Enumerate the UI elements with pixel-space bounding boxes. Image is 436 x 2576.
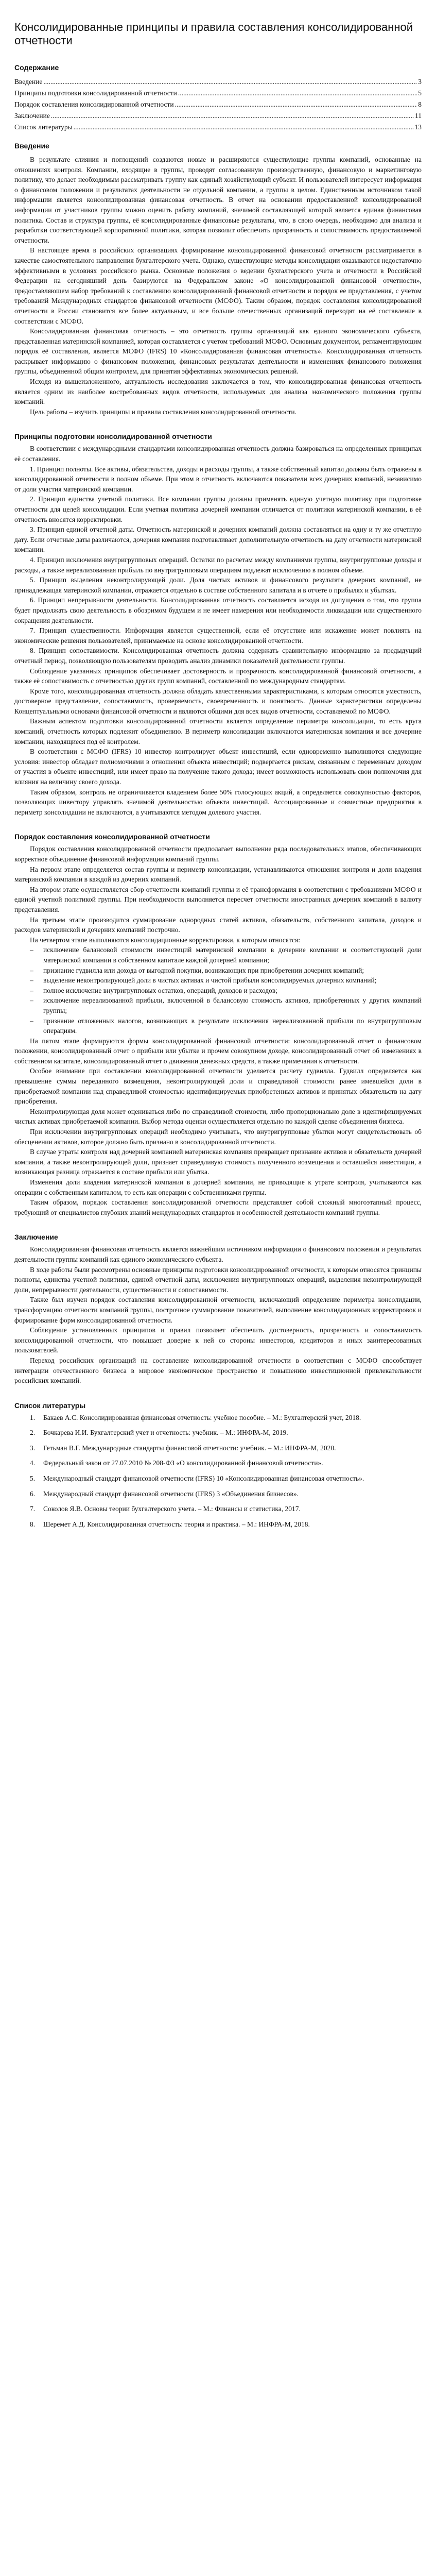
section-heading: Порядок составления консолидированной отчетности: [14, 833, 210, 841]
paragraph: В настоящее время в российских организациях формирование консолидированной финансовой отчетности рассматривается в качестве самостоятельного направления бухгалтерского учета. Однако, существующие методы консолидации оказываются недостаточно эффективными в условиях российского рынка. Основные положения о ведении бухгалтерского учета и отчетности в Российской Федерации на сегодняшний день базируются на Федеральном законе «О консолидированной финансовой отчетности», предоставляющем набор требований к составлению консолидированной финансовой отчетности и порядок ее представления, с учетом требований Международных стандартов финансовой отчетности (МСФО). Таким образом, порядок составления консолидированной отчетности в России становится все более актуальным, и все больше отечественных организаций переходят на её составление в соответствии с МСФО.: [14, 246, 422, 325]
paragraph: 6. Принцип непрерывности деятельности. Консолидированная отчетность составляется исходя из допущения о том, что группа будет продолжать свою деятельность в обозримом будущем и не имеет намерения или необходимости ликвидации или существенного сокращения деятельности.: [14, 596, 422, 624]
paragraph: На четвертом этапе выполняются консолидационные корректировки, к которым относятся:: [30, 936, 300, 944]
toc-item-page: 8: [418, 100, 422, 108]
toc-item[interactable]: [14, 88, 422, 99]
reference-text: Бочкарева И.И. Бухгалтерский учет и отчетность: учебник. – М.: ИНФРА-М, 2019.: [43, 1429, 288, 1437]
section-introduction: [14, 141, 422, 417]
reference-number: 3.: [30, 1444, 36, 1452]
toc-item-label: Заключение: [14, 112, 50, 120]
paragraph: При исключении внутригрупповых операций необходимо учитывать, что внутригрупповые убытки могут свидетельствовать об обесценении активов, которое должно быть признано в консолидированной отчетности.: [14, 1128, 422, 1146]
list-item-text: исключение балансовой стоимости инвестиций материнской компании в дочерние компании и соответствующей доли материнской компании в собственном капитале каждой дочерней компании;: [43, 946, 422, 964]
paragraph: На пятом этапе формируются формы консолидированной финансовой отчетности: консолидированный отчет о финансовом положении, консолидированный отчет о прибыли или убытке и прочем совокупном доходе, консолидированный отчет об изменениях в собственном капитале, консолидированный отчет о движении денежных средств, а также примечания к отчетности.: [14, 1037, 422, 1065]
paragraph: 7. Принцип существенности. Информация является существенной, если её отсутствие или искажение может повлиять на экономические решения пользователей, принимаемые на основе консолидированной отчетности.: [14, 626, 422, 645]
list-item-text: полное исключение внутригрупповых остатков, операций, доходов и расходов;: [43, 986, 278, 994]
toc-item[interactable]: [14, 110, 422, 122]
reference-number: 1.: [30, 1413, 36, 1421]
paragraph: В результате слияния и поглощений создаются новые и расширяются существующие группы компаний, основанные на отношениях контроля. Компании, входящие в группы, проводят согласованную производственную, финансовую и маркетинговую политику, что делает необходимым рассматривать группу как единый хозяйствующий субъект. И пользователей интересует информация о финансовом положении и результатах деятельности не отдельной компании, а группы в целом. Единственным источником такой информации является консолидированная финансовая отчетность. В отчет на основании предоставленной консолидированной информации от участников группы можно оценить работу компаний, значимой составляющей которой является единая финансовая политика. Состав и структура группы, её консолидированные финансовые результаты, что, в свою очередь, необходимо для анализа и разработки соответствующей корпоративной политики, которая позволит обеспечить прозрачность и сопоставимость предоставляемой отчетности.: [14, 156, 422, 244]
list-item-text: признание отложенных налогов, возникающих в результате исключения нереализованной прибыли по внутригрупповым операциям.: [43, 1016, 422, 1035]
toc-leader-dots: [178, 88, 417, 99]
list-item: [14, 1016, 422, 1036]
list-marker: –: [30, 966, 33, 974]
reference-number: 7.: [30, 1505, 36, 1513]
reference-item: [14, 1473, 422, 1484]
section-heading: Заключение: [14, 1233, 58, 1242]
paragraph: Консолидированная финансовая отчетность является важнейшим источником информации о финансовом положении и результатах деятельности группы компаний как единого экономического субъекта.: [14, 1245, 422, 1263]
reference-item: [14, 1489, 422, 1499]
section-heading: Введение: [14, 142, 49, 150]
reference-text: Международный стандарт финансовой отчетности (IFRS) 3 «Объединения бизнесов».: [43, 1489, 299, 1498]
list-marker: –: [30, 986, 33, 994]
paragraph: Консолидированная финансовая отчетность – это отчетность группы организаций как единого экономического субъекта, представленная материнской компанией, которая составляется с учетом требований МСФО. Основным документом, регламентирующим порядок её составления, является МСФО (IFRS) 10 «Консолидированная финансовая отчетность». Консолидированная отчетность раскрывает информацию о финансовом положении, финансовых результатах деятельности и изменениях финансового положения группы, объединенной общим контролем, для принятия эффективных экономических решений.: [14, 327, 422, 376]
list-item: [14, 945, 422, 965]
reference-text: Бакаев А.С. Консолидированная финансовая отчетность: учебное пособие. – М.: Бухгалтерский учет, 2018.: [43, 1413, 361, 1421]
paragraph: Порядок составления консолидированной отчетности предполагает выполнение ряда последовательных этапов, обеспечивающих корректное объединение финансовой информации компаний группы.: [14, 845, 422, 863]
paragraph: В ходе работы были рассмотрены основные принципы подготовки консолидированной отчетности, к которым относятся принципы полноты, единства учетной политики, единой отчетной даты, исключения внутригрупповых операций, выделения неконтролирующей доли, непрерывности деятельности, существенности и сопоставимости.: [14, 1265, 422, 1294]
section-heading: Принципы подготовки консолидированной отчетности: [14, 432, 212, 441]
paragraph: В случае утраты контроля над дочерней компанией материнская компания прекращает признание активов и обязательств дочерней компании, а также неконтролирующей доли, признает справедливую стоимость полученного возмещения и оставшейся инвестиции, а возникающая разница отражается в составе прибыли или убытка.: [14, 1148, 422, 1176]
toc-heading: Содержание: [14, 63, 59, 72]
paragraph: 2. Принцип единства учетной политики. Все компании группы должны применять единую учетную политику при подготовке отчетности для целей консолидации. Если учетная политика дочерней компании отличается от политики материнской компании, в её отчетность вносятся корректировки.: [14, 495, 422, 523]
paragraph: Также был изучен порядок составления консолидированной отчетности, включающий определение периметра консолидации, трансформацию отчетности компаний группы, построчное суммирование показателей, выполнение консолидационных корректировок и формирование форм консолидированной отчетности.: [14, 1296, 422, 1324]
toc-item-page: 11: [415, 112, 422, 120]
reference-text: Шеремет А.Д. Консолидированная отчетность: теория и практика. – М.: ИНФРА-М, 2018.: [43, 1520, 310, 1528]
paragraph: Переход российских организаций на составление консолидированной отчетности в соответствии с МСФО способствует интеграции отечественного бизнеса в мировое экономическое пространство и повышению инвестиционной привлекательности российских компаний.: [14, 1356, 422, 1385]
reference-number: 6.: [30, 1489, 36, 1498]
list-item-text: исключение нереализованной прибыли, включенной в балансовую стоимость активов, приобретенных у других компаний группы;: [43, 996, 422, 1014]
paragraph: Таким образом, контроль не ограничивается владением более 50% голосующих акций, а определяется совокупностью факторов, позволяющих инвестору управлять значимой деятельностью объекта инвестиций. Ассоциированные и совместные предприятия в периметр консолидации не включаются, а учитываются методом долевого участия.: [14, 788, 422, 816]
paragraph: Соблюдение установленных принципов и правил позволяет обеспечить достоверность, прозрачность и сопоставимость консолидированной отчетности, что повышает доверие к ней со стороны инвесторов, кредиторов и иных заинтересованных пользователей.: [14, 1326, 422, 1354]
paragraph: На первом этапе определяется состав группы и периметр консолидации, устанавливаются отношения контроля и доли владения материнской компании в каждой из дочерних компаний.: [14, 865, 422, 884]
paragraph: Кроме того, консолидированная отчетность должна обладать качественными характеристиками, к которым относятся уместность, достоверное представление, сопоставимость, проверяемость, своевременность и понятность. Данные характеристики определены Концептуальными основами финансовой отчетности и являются общими для всех видов отчетности, составляемой по МСФО.: [14, 687, 422, 715]
toc-item-label: Порядок составления консолидированной отчетности: [14, 100, 174, 108]
toc-leader-dots: [74, 122, 414, 133]
toc-leader-dots: [43, 76, 417, 88]
toc-item-label: Принципы подготовки консолидированной отчетности: [14, 89, 177, 97]
list-marker: –: [30, 1016, 33, 1025]
list-item: [14, 995, 422, 1015]
list-marker: –: [30, 946, 33, 954]
reference-item: [14, 1519, 422, 1530]
paragraph: В соответствии с МСФО (IFRS) 10 инвестор контролирует объект инвестиций, если одновременно выполняются следующие условия: инвестор обладает полномочиями в отношении объекта инвестиций; подвергается рискам, связанным с переменным доходом от участия в объекте инвестиций, или имеет право на получение такого дохода; имеет возможность использовать свои полномочия для влияния на величину своего дохода.: [14, 748, 422, 786]
paragraph: Цель работы – изучить принципы и правила составления консолидированной отчетности.: [30, 408, 297, 416]
toc-item-label: Введение: [14, 78, 43, 86]
toc-item-page: 3: [418, 78, 422, 86]
toc-item[interactable]: [14, 99, 422, 110]
paragraph: В соответствии с международными стандартами консолидированная отчетность должна базироваться на определенных принципах её составления.: [14, 445, 422, 463]
reference-item: [14, 1428, 422, 1438]
paragraph: Таким образом, порядок составления консолидированной отчетности представляет собой сложный многоэтапный процесс, требующий от специалистов глубоких знаний международных стандартов и особенностей деятельности компаний группы.: [14, 1198, 422, 1216]
paragraph: Неконтролирующая доля может оцениваться либо по справедливой стоимости, либо пропорционально доле в идентифицируемых чистых активах приобретаемой компании. Выбор метода оценки осуществляется отдельно по каждой сделке объединения бизнеса.: [14, 1107, 422, 1126]
paragraph: Изменения доли владения материнской компании в дочерней компании, не приводящие к утрате контроля, учитываются как операции с собственным капиталом, то есть как операции с собственниками группы.: [14, 1178, 422, 1196]
toc-item-page: 5: [418, 89, 422, 97]
section-principles: [14, 432, 422, 817]
reference-item: [14, 1458, 422, 1468]
paragraph: Исходя из вышеизложенного, актуальность исследования заключается в том, что консолидированная финансовая отчетность является одним из наиболее востребованных видов отчетности, используемых для анализа экономического положения группы компаний.: [14, 378, 422, 406]
reference-item: [14, 1504, 422, 1514]
toc-item-page: 13: [414, 123, 422, 131]
reference-number: 2.: [30, 1429, 36, 1437]
paragraph: 4. Принцип исключения внутригрупповых операций. Остатки по расчетам между компаниями группы, внутригрупповые доходы и расходы, а также нереализованная прибыль по внутригрупповым операциям подлежат исключению в полном объеме.: [14, 555, 422, 574]
reference-text: Федеральный закон от 27.07.2010 № 208-ФЗ «О консолидированной финансовой отчетности».: [43, 1459, 323, 1467]
list-item-text: признание гудвилла или дохода от выгодной покупки, возникающих при приобретении дочерних компаний;: [43, 966, 364, 974]
reference-item: [14, 1443, 422, 1453]
toc-leader-dots: [175, 99, 417, 110]
toc-item-label: Список литературы: [14, 123, 73, 131]
list-marker: –: [30, 996, 33, 1005]
reference-number: 8.: [30, 1520, 36, 1528]
reference-text: Международный стандарт финансовой отчетности (IFRS) 10 «Консолидированная финансовая отчетность».: [43, 1475, 364, 1483]
paragraph: На третьем этапе производится суммирование однородных статей активов, обязательств, собственного капитала, доходов и расходов материнской и дочерних компаний построчно.: [14, 916, 422, 934]
toc-item[interactable]: [14, 122, 422, 133]
list-item: [14, 986, 422, 996]
list-item-text: выделение неконтролирующей доли в чистых активах и чистой прибыли консолидируемых дочерних компаний;: [43, 976, 377, 985]
paragraph: Важным аспектом подготовки консолидированной отчетности является определение периметра консолидации, то есть круга компаний, отчетность которых подлежит объединению. В периметр консолидации включаются материнская компания и все дочерние компании, находящиеся под её контролем.: [14, 717, 422, 745]
paragraph: Особое внимание при составлении консолидированной отчетности уделяется расчету гудвилла. Гудвилл определяется как превышение суммы переданного возмещения, неконтролирующей доли и справедливой стоимости ранее имевшейся доли в приобретаемой компании над справедливой стоимостью идентифицируемых приобретенных активов и принятых обязательств на дату приобретения.: [14, 1067, 422, 1106]
paragraph: 5. Принцип выделения неконтролирующей доли. Доля чистых активов и финансового результата дочерних компаний, не принадлежащая материнской компании, отражается отдельно в составе собственного капитала и в отчете о прибылях и убытках.: [14, 576, 422, 594]
reference-number: 4.: [30, 1459, 36, 1467]
reference-text: Соколов Я.В. Основы теории бухгалтерского учета. – М.: Финансы и статистика, 2017.: [43, 1505, 301, 1513]
paragraph: 8. Принцип сопоставимости. Консолидированная отчетность должна содержать сравнительную информацию за предыдущий отчетный период, позволяющую пользователям проводить анализ динамики показателей деятельности группы.: [14, 647, 422, 665]
reference-item: [14, 1413, 422, 1423]
reference-text: Гетьман В.Г. Международные стандарты финансовой отчетности: учебник. – М.: ИНФРА-М, 2020.: [43, 1444, 336, 1452]
section-conclusion: [14, 1233, 422, 1385]
document-title: Консолидированные принципы и правила составления консолидированной отчетности: [14, 21, 413, 47]
section-procedure: [14, 833, 422, 1217]
paragraph: 1. Принцип полноты. Все активы, обязательства, доходы и расходы группы, а также собственный капитал должны быть отражены в консолидированной отчетности в полном объеме. При этом в отчетность включаются показатели всех дочерних компаний, независимо от доли участия материнской компании.: [14, 465, 422, 493]
list-item: [14, 975, 422, 986]
paragraph: 3. Принцип единой отчетной даты. Отчетность материнской и дочерних компаний должна составляться на одну и ту же отчетную дату. Если отчетные даты различаются, дочерняя компания подготавливает дополнительную отчетность на дату отчетности материнской компании.: [14, 526, 422, 554]
paragraph: На втором этапе осуществляется сбор отчетности компаний группы и её трансформация в соответствии с требованиями МСФО и единой учетной политикой группы. При необходимости выполняется пересчет отчетности иностранных дочерних компаний в валюту представления.: [14, 885, 422, 913]
reference-number: 5.: [30, 1475, 36, 1483]
section-heading: Список литературы: [14, 1401, 86, 1410]
toc-leader-dots: [51, 110, 414, 122]
list-item: [14, 965, 422, 976]
paragraph: Соблюдение указанных принципов обеспечивает достоверность и прозрачность консолидированной финансовой отчетности, а также её сопоставимость с отчетностью других групп компаний, составленной по международным стандартам.: [14, 667, 422, 685]
list-marker: –: [30, 976, 33, 985]
toc-item[interactable]: [14, 76, 422, 88]
table-of-contents: [14, 63, 422, 133]
section-references: [14, 1401, 422, 1530]
